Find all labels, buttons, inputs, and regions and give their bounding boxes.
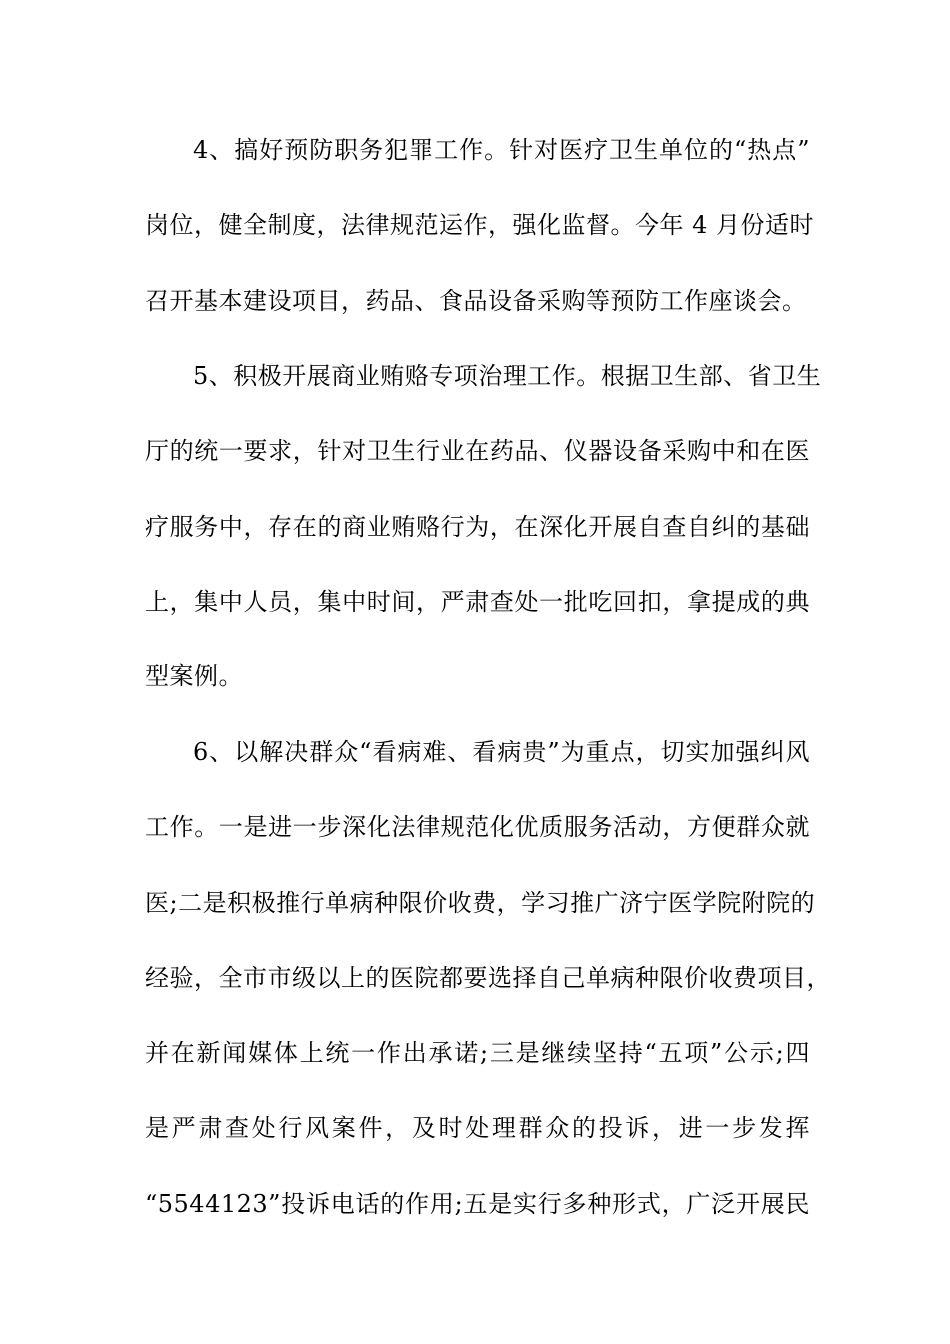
paragraph-6-line-4: 经验，全市市级以上的医院都要选择自己单病种限价收费项目， <box>145 964 831 992</box>
paragraph-4-line-3: 召开基本建设项目，药品、食品设备采购等预防工作座谈会。 <box>145 287 807 315</box>
paragraph-4-line-2: 岗位，健全制度，法律规范运作，强化监督。今年 4 月份适时 <box>145 211 815 239</box>
paragraph-6-line-7: “5544123”投诉电话的作用;五是实行多种形式，广泛开展民 <box>145 1190 810 1218</box>
paragraph-6-line-3: 医;二是积极推行单病种限价收费，学习推广济宁医学院附院的 <box>145 889 816 917</box>
paragraph-5-line-3: 疗服务中，存在的商业贿赂行为，在深化开展自查自纠的基础 <box>145 513 810 541</box>
paragraph-5-line-4: 上，集中人员，集中时间，严肃查处一批吃回扣，拿提成的典 <box>145 588 810 616</box>
paragraph-4-line-1: 4、搞好预防职务犯罪工作。针对医疗卫生单位的“热点” <box>193 136 810 164</box>
paragraph-6-line-5: 并在新闻媒体上统一作出承诺;三是继续坚持“五项”公示;四 <box>145 1039 810 1067</box>
paragraph-5-line-1: 5、积极开展商业贿赂专项治理工作。根据卫生部、省卫生 <box>193 362 822 390</box>
paragraph-6-line-2: 工作。一是进一步深化法律规范化优质服务活动，方便群众就 <box>145 813 810 841</box>
paragraph-5-line-2: 厅的统一要求，针对卫生行业在药品、仪器设备采购中和在医 <box>145 437 810 465</box>
paragraph-6-line-1: 6、以解决群众“看病难、看病贵”为重点，切实加强纠风 <box>193 738 810 766</box>
paragraph-5-line-5: 型案例。 <box>145 662 243 690</box>
paragraph-6-line-6: 是严肃查处行风案件，及时处理群众的投诉，进一步发挥 <box>145 1114 810 1142</box>
